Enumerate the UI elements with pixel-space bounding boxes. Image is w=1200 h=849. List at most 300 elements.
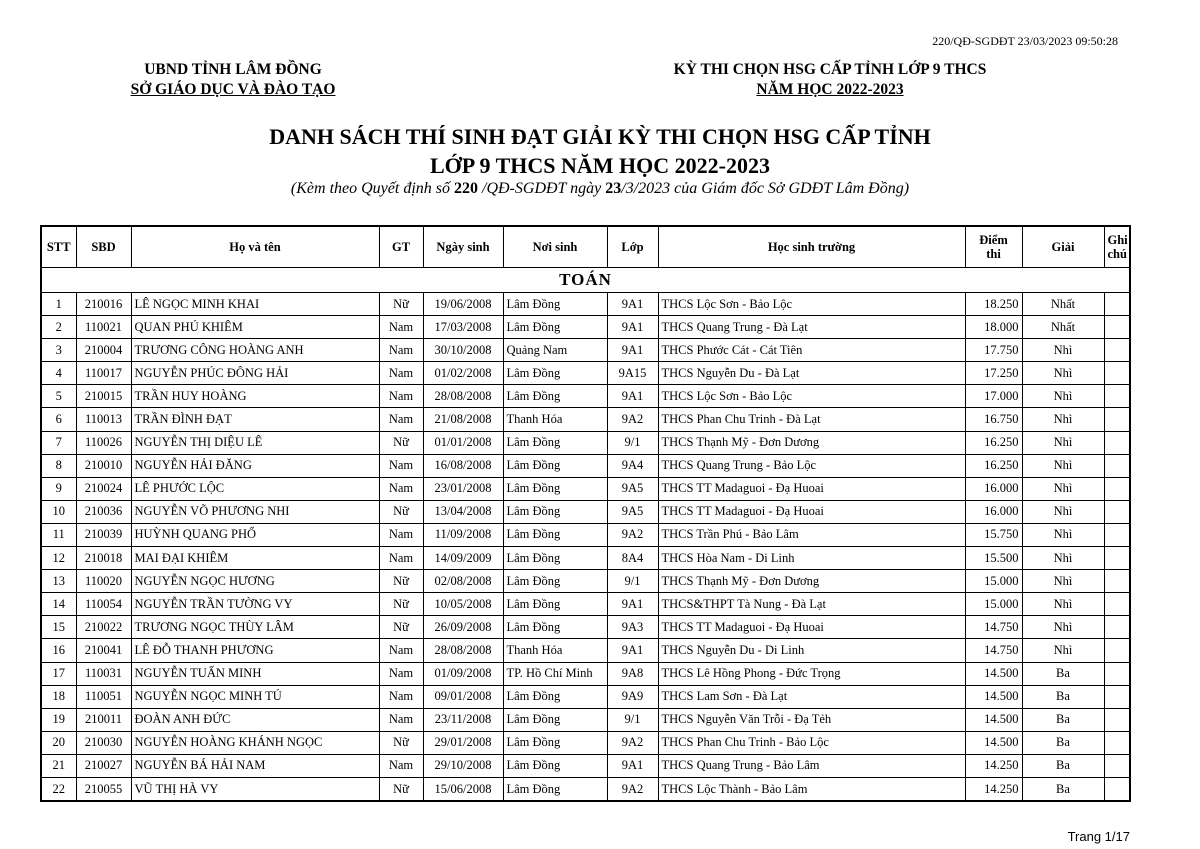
cell-gender: Nam xyxy=(379,547,423,570)
cell-name: NGUYỄN PHÚC ĐÔNG HẢI xyxy=(131,362,379,385)
cell-gender: Nam xyxy=(379,639,423,662)
cell-school: THCS&THPT Tà Nung - Đà Lạt xyxy=(658,593,965,616)
cell-score: 16.250 xyxy=(965,431,1022,454)
cell-birthplace: Lâm Đồng xyxy=(503,362,607,385)
cell-school: THCS Lộc Sơn - Bảo Lộc xyxy=(658,293,965,316)
table-row xyxy=(41,616,1130,639)
cell-score: 14.500 xyxy=(965,731,1022,754)
table-row xyxy=(41,316,1130,339)
cell-school: THCS Quang Trung - Bảo Lâm xyxy=(658,754,965,777)
cell-name: NGUYỄN TUẤN MINH xyxy=(131,662,379,685)
col-note xyxy=(1104,226,1130,268)
cell-dob: 21/08/2008 xyxy=(423,408,503,431)
cell-sbd: 210039 xyxy=(76,523,131,546)
cell-prize: Nhì xyxy=(1022,547,1104,570)
cell-stt: 3 xyxy=(41,339,76,362)
cell-prize: Ba xyxy=(1022,685,1104,708)
table-row xyxy=(41,777,1130,801)
cell-sbd: 210055 xyxy=(76,777,131,801)
issuer-line-2: SỞ GIÁO DỤC VÀ ĐÀO TẠO xyxy=(130,81,336,98)
cell-score: 14.250 xyxy=(965,754,1022,777)
col-name: Họ và tên xyxy=(131,226,379,268)
table-row xyxy=(41,362,1130,385)
cell-birthplace: Lâm Đồng xyxy=(503,431,607,454)
subtitle-mid: /QĐ-SGDĐT ngày xyxy=(482,180,602,197)
cell-note xyxy=(1104,500,1130,523)
cell-gender: Nữ xyxy=(379,731,423,754)
issuer-line-1: UBND TỈNH LÂM ĐỒNG xyxy=(144,61,322,78)
cell-dob: 23/11/2008 xyxy=(423,708,503,731)
cell-sbd: 110026 xyxy=(76,431,131,454)
cell-birthplace: Lâm Đồng xyxy=(503,547,607,570)
cell-birthplace: Lâm Đồng xyxy=(503,731,607,754)
cell-note xyxy=(1104,639,1130,662)
cell-name: LÊ PHƯỚC LỘC xyxy=(131,477,379,500)
cell-name: NGUYỄN HOÀNG KHÁNH NGỌC xyxy=(131,731,379,754)
cell-class: 9A1 xyxy=(607,316,658,339)
cell-name: NGUYỄN HẢI ĐĂNG xyxy=(131,454,379,477)
cell-prize: Ba xyxy=(1022,777,1104,801)
cell-gender: Nam xyxy=(379,662,423,685)
cell-birthplace: Lâm Đồng xyxy=(503,316,607,339)
table-row xyxy=(41,662,1130,685)
cell-gender: Nam xyxy=(379,708,423,731)
cell-score: 14.750 xyxy=(965,616,1022,639)
cell-school: THCS Lê Hồng Phong - Đức Trọng xyxy=(658,662,965,685)
cell-sbd: 110051 xyxy=(76,685,131,708)
cell-sbd: 210010 xyxy=(76,454,131,477)
cell-stt: 10 xyxy=(41,500,76,523)
cell-class: 9A1 xyxy=(607,593,658,616)
cell-name: MAI ĐẠI KHIÊM xyxy=(131,547,379,570)
cell-dob: 16/08/2008 xyxy=(423,454,503,477)
cell-name: TRƯƠNG CÔNG HOÀNG ANH xyxy=(131,339,379,362)
cell-score: 15.750 xyxy=(965,523,1022,546)
cell-birthplace: Quảng Nam xyxy=(503,339,607,362)
document-stamp: 220/QĐ-SGDĐT 23/03/2023 09:50:28 xyxy=(932,34,1118,48)
table-row xyxy=(41,431,1130,454)
cell-class: 9A1 xyxy=(607,385,658,408)
cell-class: 9A8 xyxy=(607,662,658,685)
cell-prize: Nhì xyxy=(1022,593,1104,616)
cell-note xyxy=(1104,454,1130,477)
cell-dob: 29/01/2008 xyxy=(423,731,503,754)
cell-prize: Nhì xyxy=(1022,570,1104,593)
cell-score: 14.750 xyxy=(965,639,1022,662)
cell-birthplace: Lâm Đồng xyxy=(503,685,607,708)
cell-name: TRẦN HUY HOÀNG xyxy=(131,385,379,408)
cell-sbd: 210024 xyxy=(76,477,131,500)
cell-school: THCS Lộc Thành - Bảo Lâm xyxy=(658,777,965,801)
cell-note xyxy=(1104,385,1130,408)
cell-birthplace: Lâm Đồng xyxy=(503,477,607,500)
cell-birthplace: Lâm Đồng xyxy=(503,616,607,639)
cell-gender: Nam xyxy=(379,754,423,777)
table-row xyxy=(41,477,1130,500)
cell-stt: 21 xyxy=(41,754,76,777)
cell-name: TRƯƠNG NGỌC THÙY LÂM xyxy=(131,616,379,639)
cell-prize: Nhất xyxy=(1022,316,1104,339)
cell-class: 9/1 xyxy=(607,431,658,454)
cell-sbd: 110031 xyxy=(76,662,131,685)
cell-gender: Nữ xyxy=(379,616,423,639)
col-note-line-1: Ghi xyxy=(1107,233,1128,247)
cell-sbd: 210036 xyxy=(76,500,131,523)
cell-class: 9A9 xyxy=(607,685,658,708)
table-row xyxy=(41,500,1130,523)
table-row xyxy=(41,685,1130,708)
cell-stt: 5 xyxy=(41,385,76,408)
cell-birthplace: Lâm Đồng xyxy=(503,708,607,731)
cell-sbd: 110021 xyxy=(76,316,131,339)
cell-note xyxy=(1104,616,1130,639)
table-row xyxy=(41,523,1130,546)
cell-score: 14.500 xyxy=(965,685,1022,708)
cell-gender: Nữ xyxy=(379,570,423,593)
cell-dob: 26/09/2008 xyxy=(423,616,503,639)
decision-number: 220 xyxy=(450,180,482,197)
cell-class: 9A1 xyxy=(607,754,658,777)
cell-school: THCS Thạnh Mỹ - Đơn Dương xyxy=(658,570,965,593)
cell-dob: 15/06/2008 xyxy=(423,777,503,801)
subject-row xyxy=(41,268,1130,293)
cell-school: THCS Thạnh Mỹ - Đơn Dương xyxy=(658,431,965,454)
cell-class: 9A4 xyxy=(607,454,658,477)
cell-dob: 02/08/2008 xyxy=(423,570,503,593)
cell-gender: Nam xyxy=(379,339,423,362)
cell-school: THCS Lộc Sơn - Bảo Lộc xyxy=(658,385,965,408)
cell-score: 18.250 xyxy=(965,293,1022,316)
cell-note xyxy=(1104,754,1130,777)
cell-score: 16.000 xyxy=(965,477,1022,500)
cell-dob: 28/08/2008 xyxy=(423,385,503,408)
cell-stt: 4 xyxy=(41,362,76,385)
cell-class: 8A4 xyxy=(607,547,658,570)
table-row xyxy=(41,754,1130,777)
cell-score: 16.250 xyxy=(965,454,1022,477)
cell-dob: 01/02/2008 xyxy=(423,362,503,385)
cell-school: THCS Nguyễn Du - Di Linh xyxy=(658,639,965,662)
cell-class: 9A5 xyxy=(607,500,658,523)
cell-prize: Nhì xyxy=(1022,339,1104,362)
cell-note xyxy=(1104,339,1130,362)
col-score xyxy=(965,226,1022,268)
cell-gender: Nam xyxy=(379,362,423,385)
cell-prize: Nhì xyxy=(1022,523,1104,546)
cell-note xyxy=(1104,593,1130,616)
cell-prize: Ba xyxy=(1022,708,1104,731)
cell-gender: Nữ xyxy=(379,431,423,454)
decision-reference xyxy=(0,180,1200,198)
cell-school: THCS Hòa Nam - Di Linh xyxy=(658,547,965,570)
cell-stt: 22 xyxy=(41,777,76,801)
cell-class: 9A1 xyxy=(607,639,658,662)
cell-note xyxy=(1104,431,1130,454)
cell-class: 9A2 xyxy=(607,408,658,431)
cell-sbd: 210018 xyxy=(76,547,131,570)
cell-dob: 09/01/2008 xyxy=(423,685,503,708)
cell-prize: Nhì xyxy=(1022,477,1104,500)
cell-score: 15.500 xyxy=(965,547,1022,570)
cell-note xyxy=(1104,477,1130,500)
cell-stt: 7 xyxy=(41,431,76,454)
cell-prize: Nhì xyxy=(1022,408,1104,431)
cell-sbd: 210004 xyxy=(76,339,131,362)
cell-gender: Nam xyxy=(379,408,423,431)
cell-dob: 14/09/2009 xyxy=(423,547,503,570)
cell-dob: 01/09/2008 xyxy=(423,662,503,685)
exam-line-2: NĂM HỌC 2022-2023 xyxy=(756,81,904,98)
cell-name: NGUYỄN TRẦN TƯỜNG VY xyxy=(131,593,379,616)
cell-prize: Nhì xyxy=(1022,616,1104,639)
cell-gender: Nữ xyxy=(379,500,423,523)
cell-score: 14.500 xyxy=(965,708,1022,731)
col-class: Lớp xyxy=(607,226,658,268)
cell-dob: 23/01/2008 xyxy=(423,477,503,500)
cell-class: 9A2 xyxy=(607,731,658,754)
cell-birthplace: Lâm Đồng xyxy=(503,500,607,523)
cell-note xyxy=(1104,523,1130,546)
cell-sbd: 210027 xyxy=(76,754,131,777)
table-row xyxy=(41,731,1130,754)
cell-dob: 30/10/2008 xyxy=(423,339,503,362)
cell-gender: Nữ xyxy=(379,593,423,616)
cell-sbd: 110020 xyxy=(76,570,131,593)
cell-class: 9A3 xyxy=(607,616,658,639)
cell-note xyxy=(1104,777,1130,801)
cell-note xyxy=(1104,547,1130,570)
cell-school: THCS Nguyễn Văn Trỗi - Đạ Tẻh xyxy=(658,708,965,731)
cell-school: THCS Phước Cát - Cát Tiên xyxy=(658,339,965,362)
cell-name: NGUYỄN VÕ PHƯƠNG NHI xyxy=(131,500,379,523)
cell-dob: 01/01/2008 xyxy=(423,431,503,454)
cell-score: 16.750 xyxy=(965,408,1022,431)
cell-dob: 17/03/2008 xyxy=(423,316,503,339)
table-row xyxy=(41,708,1130,731)
cell-prize: Nhì xyxy=(1022,362,1104,385)
cell-sbd: 210030 xyxy=(76,731,131,754)
col-score-line-1: Điểm xyxy=(979,233,1008,247)
cell-school: THCS Nguyễn Du - Đà Lạt xyxy=(658,362,965,385)
table-row xyxy=(41,454,1130,477)
cell-note xyxy=(1104,685,1130,708)
cell-class: 9A2 xyxy=(607,523,658,546)
cell-birthplace: Lâm Đồng xyxy=(503,593,607,616)
cell-note xyxy=(1104,662,1130,685)
cell-stt: 20 xyxy=(41,731,76,754)
col-stt: STT xyxy=(41,226,76,268)
subject-label: TOÁN xyxy=(41,268,1130,293)
cell-school: THCS TT Madaguoi - Đạ Huoai xyxy=(658,500,965,523)
cell-gender: Nữ xyxy=(379,777,423,801)
cell-dob: 19/06/2008 xyxy=(423,293,503,316)
cell-name: NGUYỄN NGỌC MINH TÚ xyxy=(131,685,379,708)
cell-stt: 14 xyxy=(41,593,76,616)
page-number: Trang 1/17 xyxy=(1067,829,1130,844)
cell-note xyxy=(1104,316,1130,339)
cell-prize: Ba xyxy=(1022,662,1104,685)
cell-prize: Nhì xyxy=(1022,454,1104,477)
exam-header xyxy=(630,60,1030,100)
cell-class: 9A15 xyxy=(607,362,658,385)
cell-prize: Ba xyxy=(1022,754,1104,777)
title-line-1: DANH SÁCH THÍ SINH ĐẠT GIẢI KỲ THI CHỌN HSG CẤP TỈNH xyxy=(269,124,931,149)
title-line-2: LỚP 9 THCS NĂM HỌC 2022-2023 xyxy=(429,153,770,178)
cell-score: 15.000 xyxy=(965,593,1022,616)
cell-stt: 18 xyxy=(41,685,76,708)
cell-gender: Nam xyxy=(379,685,423,708)
cell-birthplace: Lâm Đồng xyxy=(503,754,607,777)
cell-sbd: 210041 xyxy=(76,639,131,662)
cell-gender: Nam xyxy=(379,385,423,408)
cell-school: THCS Quang Trung - Đà Lạt xyxy=(658,316,965,339)
cell-class: 9A1 xyxy=(607,339,658,362)
cell-birthplace: Lâm Đồng xyxy=(503,570,607,593)
cell-stt: 13 xyxy=(41,570,76,593)
cell-score: 17.750 xyxy=(965,339,1022,362)
cell-gender: Nam xyxy=(379,316,423,339)
cell-birthplace: Thanh Hóa xyxy=(503,639,607,662)
results-table xyxy=(40,225,1131,802)
col-gender: GT xyxy=(379,226,423,268)
cell-birthplace: Lâm Đồng xyxy=(503,385,607,408)
cell-school: THCS TT Madaguoi - Đạ Huoai xyxy=(658,477,965,500)
cell-score: 16.000 xyxy=(965,500,1022,523)
cell-stt: 11 xyxy=(41,523,76,546)
cell-sbd: 110054 xyxy=(76,593,131,616)
cell-gender: Nam xyxy=(379,523,423,546)
cell-sbd: 110013 xyxy=(76,408,131,431)
cell-note xyxy=(1104,408,1130,431)
cell-gender: Nữ xyxy=(379,293,423,316)
cell-gender: Nam xyxy=(379,454,423,477)
cell-birthplace: Lâm Đồng xyxy=(503,454,607,477)
cell-class: 9A2 xyxy=(607,777,658,801)
cell-stt: 19 xyxy=(41,708,76,731)
cell-name: NGUYỄN BÁ HẢI NAM xyxy=(131,754,379,777)
cell-stt: 12 xyxy=(41,547,76,570)
cell-stt: 8 xyxy=(41,454,76,477)
cell-note xyxy=(1104,731,1130,754)
cell-score: 14.250 xyxy=(965,777,1022,801)
cell-sbd: 110017 xyxy=(76,362,131,385)
cell-school: THCS Quang Trung - Bảo Lộc xyxy=(658,454,965,477)
cell-name: NGUYỄN NGỌC HƯƠNG xyxy=(131,570,379,593)
cell-note xyxy=(1104,362,1130,385)
table-row xyxy=(41,408,1130,431)
cell-score: 15.000 xyxy=(965,570,1022,593)
cell-gender: Nam xyxy=(379,477,423,500)
cell-school: THCS Trần Phú - Bảo Lâm xyxy=(658,523,965,546)
cell-name: NGUYỄN THỊ DIỆU LÊ xyxy=(131,431,379,454)
table-header-row xyxy=(41,226,1130,268)
table-row xyxy=(41,385,1130,408)
table-row xyxy=(41,593,1130,616)
col-birthplace: Nơi sinh xyxy=(503,226,607,268)
cell-name: ĐOÀN ANH ĐỨC xyxy=(131,708,379,731)
cell-prize: Nhì xyxy=(1022,500,1104,523)
exam-line-1: KỲ THI CHỌN HSG CẤP TỈNH LỚP 9 THCS xyxy=(673,61,987,78)
cell-prize: Nhì xyxy=(1022,431,1104,454)
cell-school: THCS Phan Chu Trinh - Đà Lạt xyxy=(658,408,965,431)
subtitle-pre: (Kèm theo Quyết định số xyxy=(290,180,450,197)
cell-sbd: 210011 xyxy=(76,708,131,731)
cell-stt: 6 xyxy=(41,408,76,431)
cell-score: 17.000 xyxy=(965,385,1022,408)
cell-class: 9/1 xyxy=(607,708,658,731)
cell-note xyxy=(1104,570,1130,593)
cell-note xyxy=(1104,293,1130,316)
cell-school: THCS Phan Chu Trinh - Bảo Lộc xyxy=(658,731,965,754)
cell-stt: 15 xyxy=(41,616,76,639)
cell-birthplace: Lâm Đồng xyxy=(503,777,607,801)
cell-dob: 11/09/2008 xyxy=(423,523,503,546)
decision-day: 23 xyxy=(601,180,622,197)
cell-birthplace: TP. Hồ Chí Minh xyxy=(503,662,607,685)
cell-name: VŨ THỊ HÀ VY xyxy=(131,777,379,801)
col-dob: Ngày sinh xyxy=(423,226,503,268)
cell-class: 9A1 xyxy=(607,293,658,316)
cell-dob: 10/05/2008 xyxy=(423,593,503,616)
document-title xyxy=(0,122,1200,180)
col-school: Học sinh trường xyxy=(658,226,965,268)
cell-birthplace: Thanh Hóa xyxy=(503,408,607,431)
cell-note xyxy=(1104,708,1130,731)
table-row xyxy=(41,639,1130,662)
cell-stt: 2 xyxy=(41,316,76,339)
cell-name: LÊ ĐỖ THANH PHƯƠNG xyxy=(131,639,379,662)
cell-name: TRẦN ĐÌNH ĐẠT xyxy=(131,408,379,431)
cell-sbd: 210022 xyxy=(76,616,131,639)
table-row xyxy=(41,547,1130,570)
issuer-header xyxy=(112,60,354,100)
cell-dob: 28/08/2008 xyxy=(423,639,503,662)
cell-score: 14.500 xyxy=(965,662,1022,685)
col-score-line-2: thi xyxy=(986,247,1001,261)
cell-prize: Nhì xyxy=(1022,639,1104,662)
cell-stt: 9 xyxy=(41,477,76,500)
cell-stt: 16 xyxy=(41,639,76,662)
col-sbd: SBD xyxy=(76,226,131,268)
cell-school: THCS Lam Sơn - Đà Lạt xyxy=(658,685,965,708)
col-note-line-2: chú xyxy=(1107,247,1127,261)
cell-name: HUỲNH QUANG PHỔ xyxy=(131,523,379,546)
table-row xyxy=(41,339,1130,362)
cell-prize: Nhì xyxy=(1022,385,1104,408)
cell-stt: 17 xyxy=(41,662,76,685)
subtitle-post: /3/2023 của Giám đốc Sở GDĐT Lâm Đồng) xyxy=(621,180,910,197)
cell-name: LÊ NGỌC MINH KHAI xyxy=(131,293,379,316)
cell-birthplace: Lâm Đồng xyxy=(503,523,607,546)
cell-prize: Ba xyxy=(1022,731,1104,754)
cell-name: QUAN PHÚ KHIÊM xyxy=(131,316,379,339)
col-prize: Giải xyxy=(1022,226,1104,268)
cell-score: 18.000 xyxy=(965,316,1022,339)
table-row xyxy=(41,293,1130,316)
cell-prize: Nhất xyxy=(1022,293,1104,316)
cell-birthplace: Lâm Đồng xyxy=(503,293,607,316)
cell-score: 17.250 xyxy=(965,362,1022,385)
cell-class: 9/1 xyxy=(607,570,658,593)
cell-class: 9A5 xyxy=(607,477,658,500)
cell-sbd: 210015 xyxy=(76,385,131,408)
table-row xyxy=(41,570,1130,593)
cell-school: THCS TT Madaguoi - Đạ Huoai xyxy=(658,616,965,639)
cell-stt: 1 xyxy=(41,293,76,316)
cell-sbd: 210016 xyxy=(76,293,131,316)
cell-dob: 29/10/2008 xyxy=(423,754,503,777)
cell-dob: 13/04/2008 xyxy=(423,500,503,523)
